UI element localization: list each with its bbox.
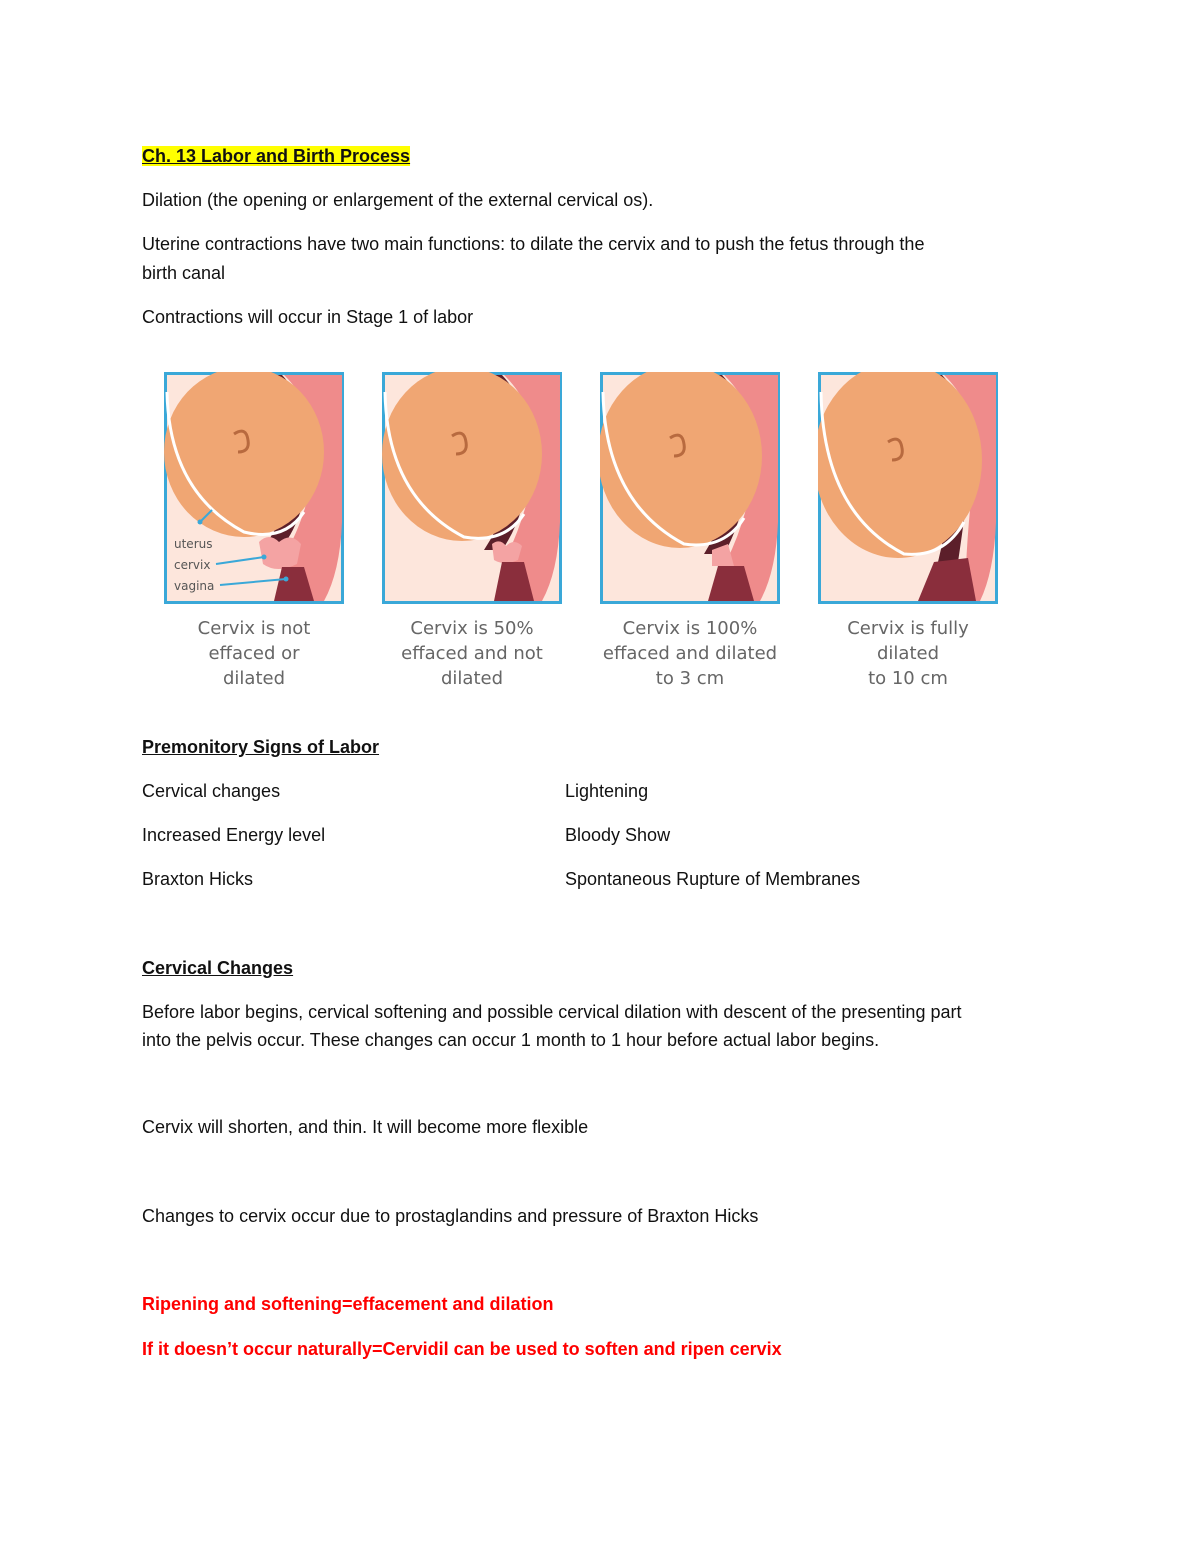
dilation-definition: Dilation (the opening or enlargement of the external cervical os). (142, 190, 654, 210)
caption-panel-2 (362, 616, 582, 691)
premonitory-heading: Premonitory Signs of Labor (142, 737, 380, 757)
caption-1-line-1: Cervix is not (197, 618, 311, 639)
caption-1-line-2: effaced or (208, 643, 300, 664)
caption-1-line-3: dilated (222, 668, 285, 689)
signs-row (142, 821, 1042, 849)
caption-4-line-3: to 10 cm (868, 668, 948, 689)
sign-item: Cervical changes (142, 781, 281, 801)
cervix-shorten-text: Cervix will shorten, and thin. It will become more flexible (142, 1117, 589, 1137)
stage-one-text: Contractions will occur in Stage 1 of labor (142, 307, 474, 327)
cervical-text-line1: Before labor begins, cervical softening and possible cervical dilation with descent of the presenting part (142, 1002, 962, 1022)
panel-50-effaced (382, 372, 562, 689)
caption-2-line-2: effaced and not (401, 643, 543, 664)
sign-item: Increased Energy level (142, 825, 326, 845)
contractions-text-line1: Uterine contractions have two main functions: to dilate the cervix and to push the fetus through the (142, 234, 925, 254)
prostaglandins-text: Changes to cervix occur due to prostaglandins and pressure of Braxton Hicks (142, 1206, 759, 1226)
sign-item: Bloody Show (565, 825, 671, 845)
contractions-text-line2: birth canal (142, 263, 226, 283)
sign-item: Spontaneous Rupture of Membranes (565, 869, 861, 889)
label-cervix: cervix (174, 558, 211, 572)
chapter-title-line (142, 142, 410, 170)
caption-2-line-3: dilated (440, 668, 503, 689)
sign-item: Braxton Hicks (142, 869, 254, 889)
cervical-text-line2: into the pelvis occur. These changes can occur 1 month to 1 hour before actual labor begins. (142, 1030, 880, 1050)
label-vagina: vagina (174, 579, 215, 593)
caption-3-line-2: effaced and dilated (602, 643, 778, 664)
signs-row (142, 865, 1042, 893)
sign-item: Lightening (565, 781, 649, 801)
caption-3-line-3: to 3 cm (655, 668, 725, 689)
chapter-title: Ch. 13 Labor and Birth Process (142, 146, 411, 166)
caption-3-line-1: Cervix is 100% (622, 618, 758, 639)
caption-2-line-1: Cervix is 50% (410, 618, 534, 639)
panel-fully-dilated (818, 372, 998, 689)
panel-2-illustration (382, 372, 562, 604)
signs-row (142, 777, 1042, 805)
panel-not-effaced (164, 372, 344, 689)
caption-panel-1 (144, 616, 364, 691)
label-uterus: uterus (174, 537, 213, 551)
ripening-note: Ripening and softening=effacement and dilation (142, 1294, 554, 1314)
cervix-dilation-figure (160, 372, 1010, 702)
caption-panel-3 (580, 616, 800, 691)
panel-100-effaced (600, 372, 780, 689)
cervical-changes-heading: Cervical Changes (142, 958, 294, 978)
panel-4-illustration (818, 372, 998, 604)
caption-panel-4 (798, 616, 1018, 691)
panel-3-illustration (600, 372, 780, 604)
caption-4-line-1: Cervix is fully (847, 618, 969, 639)
cervidil-note: If it doesn’t occur naturally=Cervidil can be used to soften and ripen cervix (142, 1339, 782, 1359)
caption-4-line-2: dilated (876, 643, 939, 664)
